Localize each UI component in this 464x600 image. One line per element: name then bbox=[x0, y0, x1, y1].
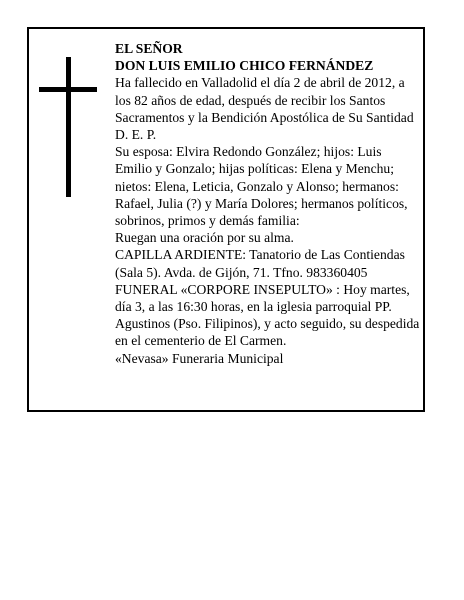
deceased-name: DON LUIS EMILIO CHICO FERNÁNDEZ bbox=[115, 58, 374, 74]
funeral-info: FUNERAL «CORPORE INSEPULTO» : Hoy martes, día 3, a las 16:30 horas, en la iglesia parroquial PP. Agustinos (Pso. Filipinos), y acto seguido, su despedida en el cementerio de El Carmen. bbox=[115, 281, 420, 349]
chapel-info: CAPILLA ARDIENTE: Tanatorio de Las Contiendas (Sala 5). Avda. de Gijón, 71. Tfno. 983360405 bbox=[115, 247, 405, 280]
prayer-request: Ruegan una oración por su alma. bbox=[115, 230, 294, 246]
obituary-notice bbox=[27, 27, 425, 412]
obituary-text bbox=[115, 40, 421, 367]
funeral-home: «Nevasa» Funeraria Municipal bbox=[115, 350, 284, 366]
notice-heading: EL SEÑOR bbox=[115, 41, 183, 56]
death-info: Ha fallecido en Valladolid el día 2 de abril de 2012, a los 82 años de edad, después de recibir los Santos Sacramentos y la Bendición Apostólica de Su Santidad D. E. P. bbox=[115, 75, 414, 143]
latin-cross-icon bbox=[39, 57, 97, 197]
family-list: Su esposa: Elvira Redondo González; hijos: Luis Emilio y Gonzalo; hijas políticas: Elena y Menchu; nietos: Elena, Leticia, Gonzalo y Alonso; hermanos: Rafael, Julia (?) y María Dolores; hermanos políticos, sobrinos, primos y demás familia: bbox=[115, 144, 408, 229]
